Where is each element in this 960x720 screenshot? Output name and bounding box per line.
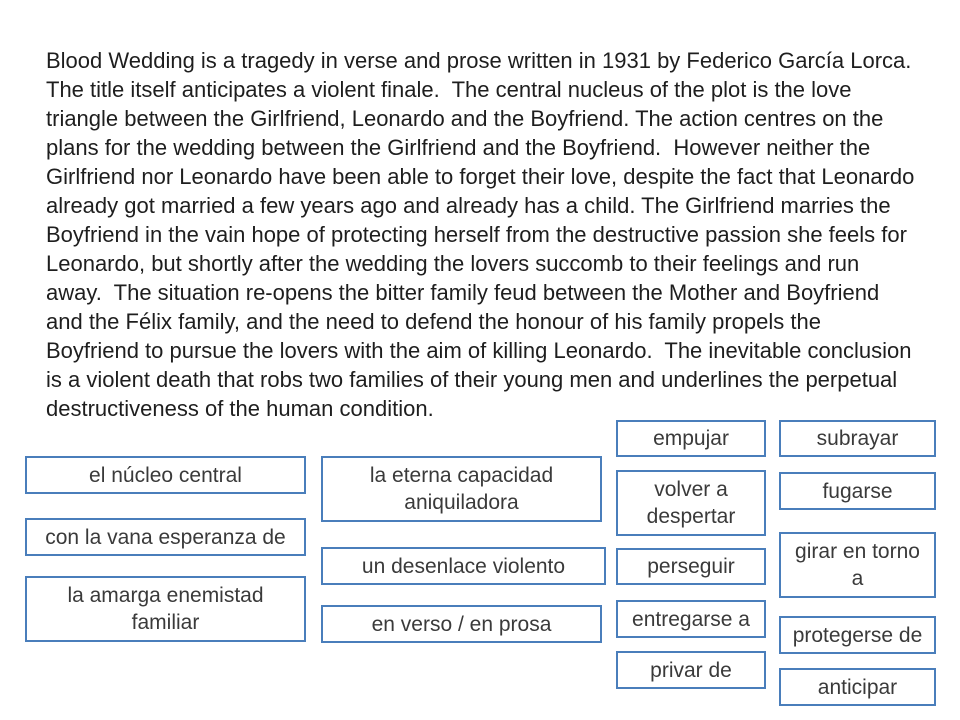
vocab-card-label: un desenlace violento	[361, 554, 566, 578]
vocab-card-girar-en-torno-a	[779, 532, 936, 598]
vocab-card-la-eterna-capacidad-aniquiladora	[321, 456, 602, 522]
vocab-card-label: anticipar	[817, 675, 898, 699]
passage-line: triangle between the Girlfriend, Leonardo and the Boyfriend. The action centres on the	[46, 106, 884, 131]
passage-line: already got married a few years ago and already has a child. The Girlfriend marries the	[46, 193, 891, 218]
vocab-card-volver-a-despertar	[616, 470, 766, 536]
vocab-card-subrayar	[779, 420, 936, 457]
passage-line: and the Félix family, and the need to defend the honour of his family propels the	[46, 309, 821, 334]
vocab-card-label: entregarse a	[632, 607, 750, 631]
vocab-card-label: empujar	[653, 427, 729, 450]
vocab-card-en-verso-en-prosa	[321, 605, 602, 643]
passage-line: Leonardo, but shortly after the wedding the lovers succomb to their feelings and run	[46, 251, 860, 276]
vocab-card-label: fugarse	[822, 479, 893, 503]
vocab-card-label: a	[851, 567, 864, 590]
vocab-card-label: girar en torno	[795, 540, 920, 563]
vocab-card-con-la-vana-esperanza-de	[25, 518, 306, 556]
vocab-card-label: la eterna capacidad	[369, 464, 554, 487]
vocab-card-label: con la vana esperanza de	[45, 525, 286, 549]
passage-line: Boyfriend to pursue the lovers with the aim of killing Leonardo. The inevitable conclusion	[46, 338, 912, 363]
passage-line: Blood Wedding is a tragedy in verse and prose written in 1931 by Federico García Lorca.	[46, 48, 912, 73]
passage-line: Boyfriend in the vain hope of protecting herself from the destructive passion she feels for	[46, 222, 907, 247]
passage-line: The title itself anticipates a violent finale. The central nucleus of the plot is the love	[46, 77, 852, 102]
vocab-card-fugarse	[779, 472, 936, 510]
vocab-card-el-nucleo-central	[25, 456, 306, 494]
passage	[46, 46, 946, 423]
vocab-card-label: despertar	[646, 505, 736, 528]
vocab-card-la-amarga-enemistad-familiar	[25, 576, 306, 642]
passage-line: away. The situation re-opens the bitter family feud between the Mother and Boyfriend	[46, 280, 880, 305]
passage-line: Girlfriend nor Leonardo have been able to forget their love, despite the fact that Leonardo	[46, 164, 915, 189]
vocab-card-perseguir	[616, 548, 766, 585]
vocab-card-label: la amarga enemistad	[67, 584, 264, 607]
passage-line: plans for the wedding between the Girlfriend and the Boyfriend. However neither the	[46, 135, 871, 160]
vocab-card-label: subrayar	[816, 427, 899, 450]
vocab-card-label: el núcleo central	[89, 463, 242, 487]
vocab-card-entregarse-a	[616, 600, 766, 638]
vocab-card-label: en verso / en prosa	[371, 612, 552, 636]
vocab-card-label: familiar	[131, 611, 200, 634]
vocab-card-privar-de	[616, 651, 766, 689]
passage-line: destructiveness of the human condition.	[46, 396, 434, 421]
vocab-card-label: protegerse de	[792, 623, 923, 647]
vocab-card-label: volver a	[654, 478, 728, 501]
vocab-card-label: perseguir	[647, 555, 735, 578]
vocab-card-label: aniquiladora	[404, 491, 519, 514]
vocab-card-empujar	[616, 420, 766, 457]
passage-line: is a violent death that robs two families of their young men and underlines the perpetual	[46, 367, 898, 392]
vocab-card-protegerse-de	[779, 616, 936, 654]
vocab-card-un-desenlace-violento	[321, 547, 606, 585]
vocab-card-label: privar de	[650, 658, 732, 682]
vocab-card-anticipar	[779, 668, 936, 706]
